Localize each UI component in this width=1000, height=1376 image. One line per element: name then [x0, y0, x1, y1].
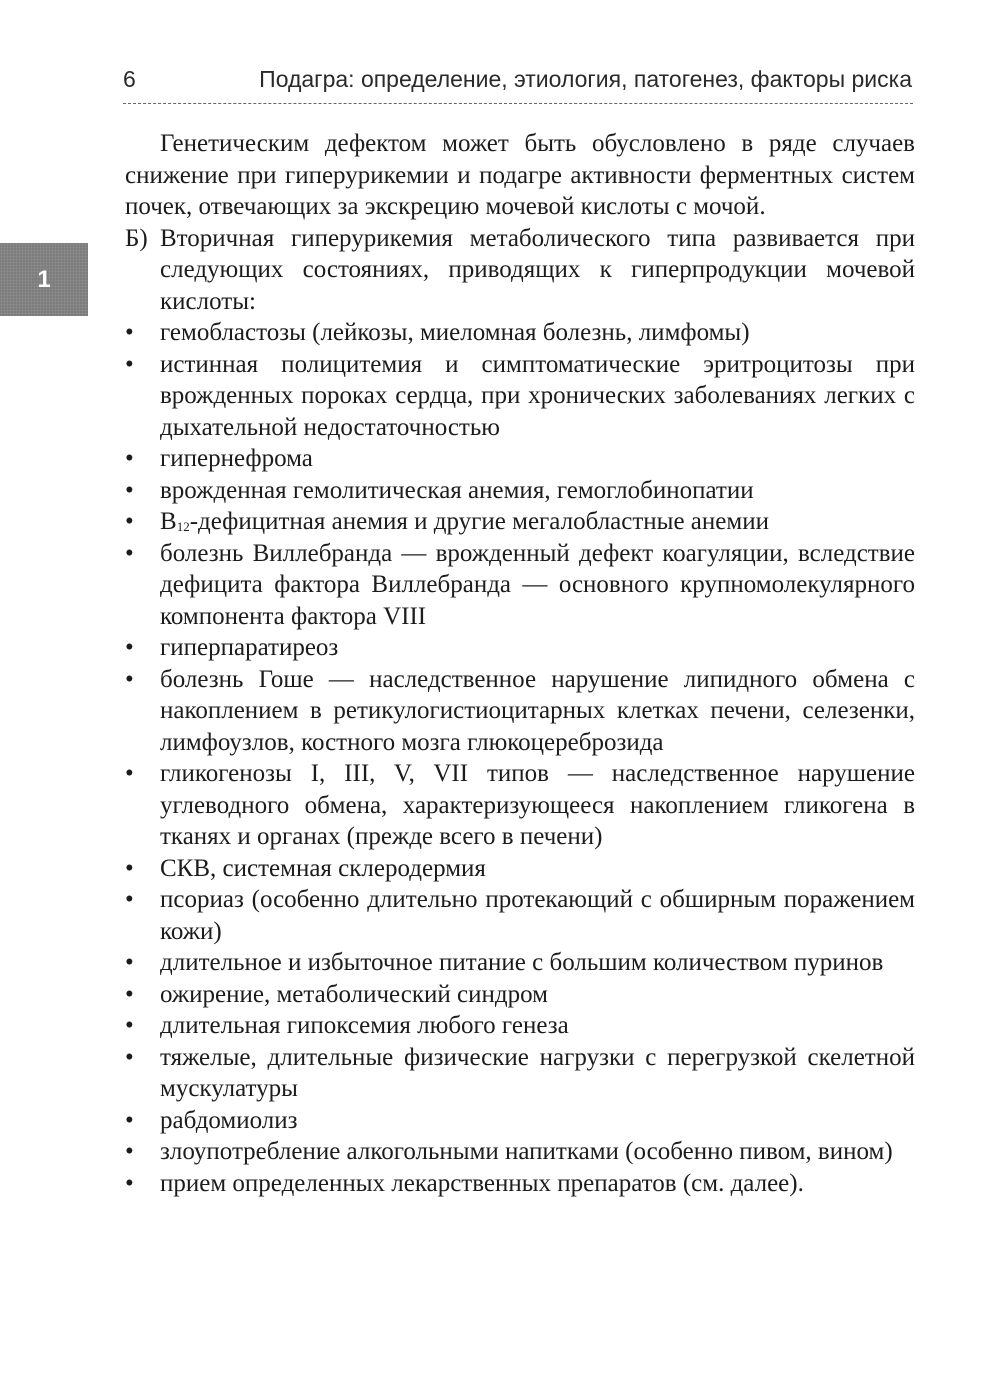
list-item-text: длительное и избыточное питание с большим количеством пуринов — [160, 949, 884, 976]
list-item-text: гиперпаратиреоз — [160, 634, 339, 661]
list-item — [125, 884, 915, 947]
list-item — [125, 349, 915, 444]
list-item — [125, 758, 915, 853]
list-item — [125, 506, 915, 538]
list-item-text: злоупотребление алкогольными напитками (особенно пивом, вином) — [160, 1138, 893, 1165]
bullet-icon: • — [125, 319, 134, 346]
bullet-icon: • — [125, 1138, 134, 1165]
list-item-text: болезнь Гоше — наследственное нарушение липидного обмена с накоплением в ретикулогистиоцитарных клетках печени, селезенки, лимфоузлов, костного мозга глюкоцереброзида — [160, 665, 915, 756]
list-item-text: прием определенных лекарственных препаратов (см. далее). — [160, 1169, 804, 1197]
list-item-text: болезнь Виллебранда — врожденный дефект коагуляции, вследствие дефицита фактора Виллебранда — основного крупномолекулярного компонента фактора VIII — [160, 539, 915, 630]
chapter-tab — [0, 243, 88, 316]
page-number: 6 — [123, 66, 136, 92]
b12-suffix: -дефицитная анемия и другие мегалобластные анемии — [189, 508, 769, 535]
bullet-icon: • — [125, 760, 134, 787]
section-b-marker: Б) — [125, 224, 148, 252]
section-b-text: Вторичная гиперурикемия метаболического типа развивается при следующих состояниях, приводящих к гиперпродукции мочевой кислоты: — [160, 224, 915, 315]
bullet-icon: • — [125, 476, 134, 504]
list-item-text: врожденная гемолитическая анемия, гемоглобинопатии — [160, 476, 754, 504]
bullet-icon: • — [125, 539, 134, 567]
list-item — [125, 475, 915, 507]
list-item — [125, 853, 915, 885]
conditions-list — [125, 317, 915, 1199]
list-item — [125, 664, 915, 759]
running-header-title: Подагра: определение, этиология, патогенез, факторы риска — [259, 66, 912, 92]
list-item — [125, 1010, 915, 1042]
list-item — [125, 443, 915, 475]
list-item-text: ожирение, метаболический синдром — [160, 980, 548, 1008]
bullet-icon: • — [125, 1169, 134, 1197]
bullet-icon: • — [125, 854, 134, 882]
list-item — [125, 632, 915, 664]
bullet-icon: • — [125, 886, 134, 913]
list-item-text: истинная полицитемия и симптоматические эритроцитозы при врожденных пороках сердца, при хронических заболеваниях легких с дыхательной недостаточностью — [160, 350, 915, 441]
page-body — [125, 128, 915, 1199]
bullet-icon: • — [125, 949, 134, 976]
bullet-icon: • — [125, 445, 134, 472]
section-b — [125, 223, 915, 318]
list-item-text: гемобластозы (лейкозы, миеломная болезнь, лимфомы) — [160, 319, 750, 346]
bullet-icon: • — [125, 665, 134, 693]
list-item-text: рабдомиолиз — [160, 1106, 298, 1134]
list-item-text: гипернефрома — [160, 445, 313, 472]
bullet-icon: • — [125, 350, 134, 378]
list-item — [125, 947, 915, 979]
list-item — [125, 1042, 915, 1105]
b12-subscript: 12 — [176, 519, 190, 534]
bullet-icon: • — [125, 1043, 134, 1071]
list-item-text: длительная гипоксемия любого генеза — [160, 1012, 569, 1039]
bullet-icon: • — [125, 980, 134, 1008]
bullet-icon: • — [125, 1106, 134, 1134]
list-item-text: СКВ, системная склеродермия — [160, 854, 486, 882]
bullet-icon: • — [125, 1012, 134, 1039]
list-item — [125, 317, 915, 349]
list-item-text: тяжелые, длительные физические нагрузки с перегрузкой скелетной мускулатуры — [160, 1043, 915, 1102]
b12-prefix: B — [160, 508, 177, 535]
header-divider — [123, 103, 913, 104]
bullet-icon: • — [125, 508, 134, 535]
chapter-tab-label: 1 — [37, 265, 51, 293]
list-item — [125, 1168, 915, 1200]
list-item — [125, 1105, 915, 1137]
list-item — [125, 538, 915, 633]
list-item-text: псориаз (особенно длительно протекающий с обширным поражением кожи) — [160, 886, 915, 945]
list-item — [125, 979, 915, 1011]
intro-paragraph: Генетическим дефектом может быть обусловлено в ряде случаев снижение при гиперурикемии и подагре активности ферментных систем почек, отвечающих за экскрецию мочевой кислоты с мочой. — [125, 130, 915, 220]
list-item-text: гликогенозы I, III, V, VII типов — наследственное нарушение углеводного обмена, характеризующееся накоплением гликогена в тканях и органах (прежде всего в печени) — [160, 760, 915, 850]
bullet-icon: • — [125, 634, 134, 661]
list-item — [125, 1136, 915, 1168]
